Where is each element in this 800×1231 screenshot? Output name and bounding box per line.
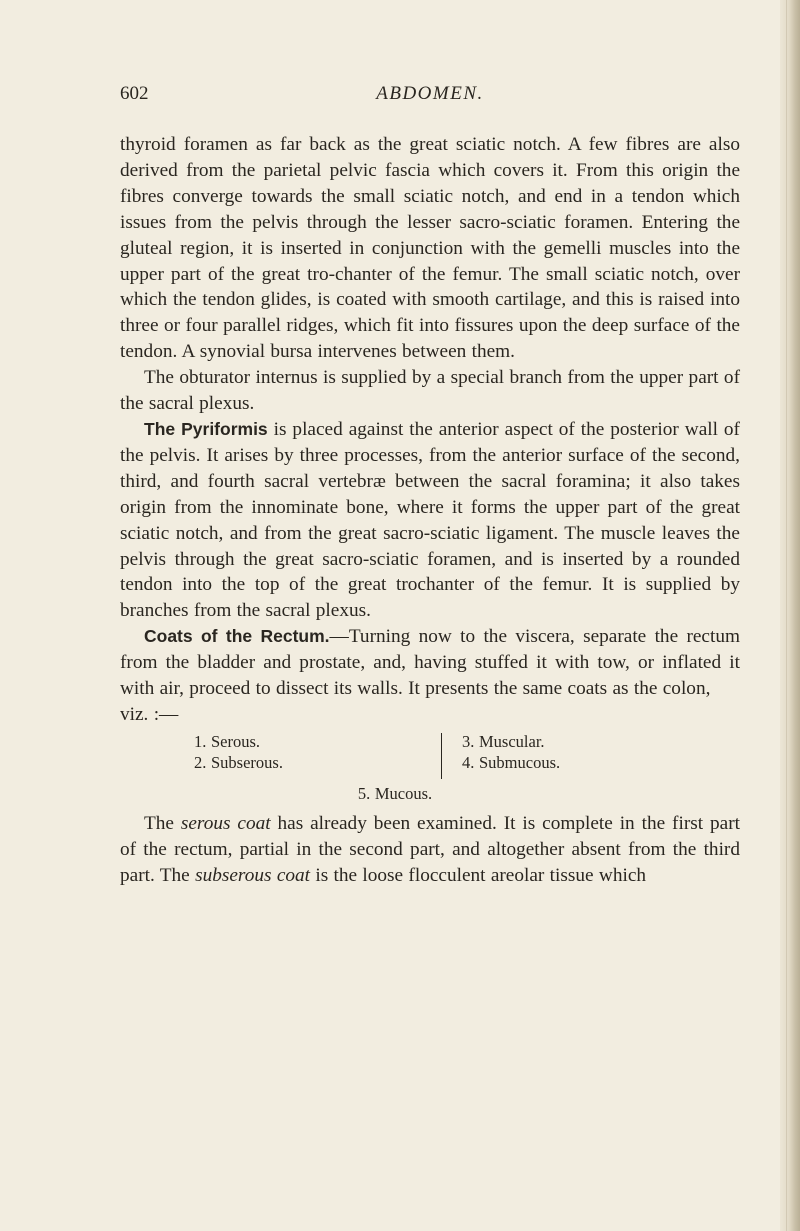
coat-item-submucous: 4. Submucous. bbox=[462, 752, 561, 772]
subserous-coat-term: subserous coat bbox=[195, 864, 311, 886]
pyriformis-heading: The Pyriformis bbox=[144, 418, 268, 439]
running-head: ABDOMEN. bbox=[376, 83, 484, 104]
paragraph-obturator-continued: thyroid foramen as far back as the great sciatic notch. A few fibres are also derived from the parietal pelvic fascia which covers it. From this origin the fibres converge towards the small sciatic notch, and end in a tendon which issues from the pelvis through the lesser sacro-sciatic foramen. Entering the gluteal region, it is inserted in conjunction with the gemelli muscles into the upper part of the great tro-chanter of the femur. The small sciatic notch, over which the tendon glides, is coated with smooth cartilage, and this is raised into three or four parallel ridges, which fit into fissures upon the deep surface of the tendon. A synovial bursa intervenes between them. bbox=[120, 134, 740, 363]
serous-coat-term: serous coat bbox=[180, 812, 271, 834]
coat-item-mucous: 5. Mucous. bbox=[357, 783, 433, 803]
paragraph-serous-coat bbox=[120, 811, 740, 889]
serous-text-a: The bbox=[144, 812, 181, 834]
coats-list-right-column bbox=[462, 731, 560, 773]
body-text bbox=[120, 132, 740, 889]
coat-item-muscular: 3. Muscular. bbox=[462, 731, 545, 751]
rectum-coats-heading: Coats of the Rectum. bbox=[144, 626, 330, 647]
page-number: 602 bbox=[120, 83, 149, 104]
paragraph-pyriformis bbox=[120, 417, 740, 624]
paragraph-rectum-coats bbox=[120, 624, 740, 702]
rectum-coats-text: —Turning now to the viscera, separate the rectum from the bladder and prostate, and, having stuffed it with tow, or inflated it with air, proceed to dissect its walls. It presents the same coats as the colon, bbox=[120, 626, 740, 700]
serous-text-b: has already been examined. It is complete in the first part of the rectum, partial in the second part, and altogether absent from the third part. The bbox=[120, 812, 740, 886]
coats-list-divider bbox=[441, 733, 442, 779]
coat-item-subserous: 2. Subserous. bbox=[194, 752, 283, 772]
page-edge-shadow bbox=[780, 0, 800, 1231]
coat-item-serous: 1. Serous. bbox=[194, 731, 261, 751]
coats-list bbox=[120, 731, 740, 783]
page-header bbox=[120, 83, 740, 111]
serous-text-c: is the loose flocculent areolar tissue which bbox=[310, 864, 647, 886]
paragraph-obturator-supply: The obturator internus is supplied by a special branch from the upper part of the sacral plexus. bbox=[120, 367, 740, 415]
coats-list-left-column bbox=[194, 731, 283, 773]
viz-line: viz. :— bbox=[120, 703, 179, 725]
pyriformis-text: is placed against the anterior aspect of the posterior wall of the pelvis. It arises by three processes, from the anterior surface of the second, third, and fourth sacral vertebræ between the sacral foramina; it also takes origin from the innominate bone, where it forms the upper part of the great sciatic notch, and from the great sacro-sciatic ligament. The muscle leaves the pelvis through the great sacro-sciatic foramen, and is inserted by a rounded tendon into the top of the great trochanter of the femur. It is supplied by branches from the sacral plexus. bbox=[120, 418, 740, 622]
